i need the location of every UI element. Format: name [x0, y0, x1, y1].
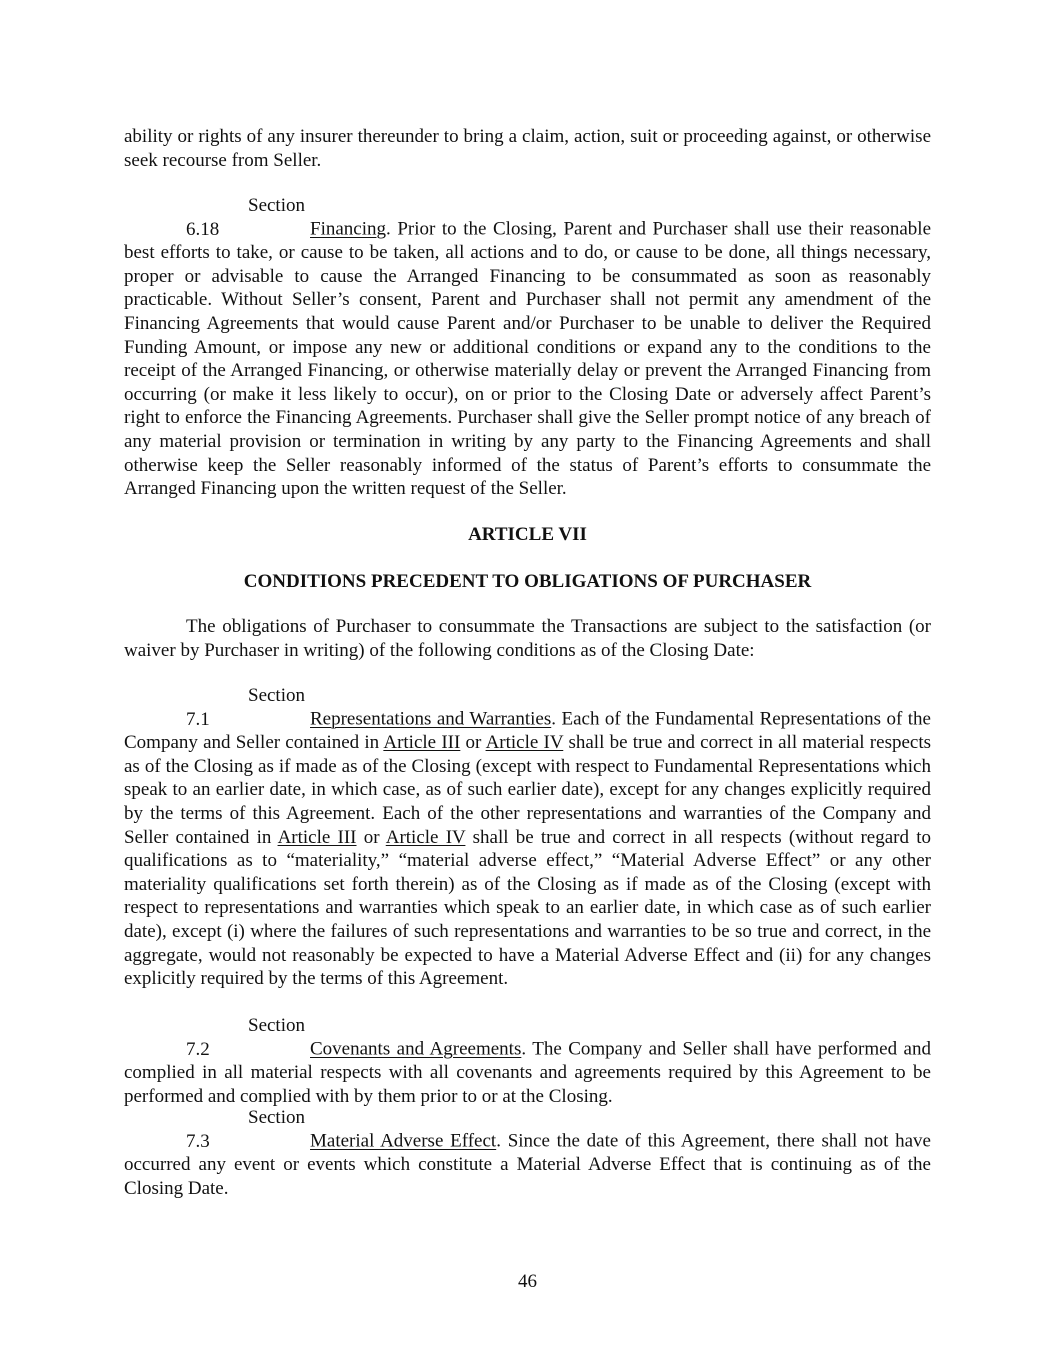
section-7-1-text-4: or	[356, 826, 386, 848]
page-number: 46	[518, 1271, 537, 1292]
section-6-18-body: . Prior to the Closing, Parent and Purchaser shall use their reasonable best efforts to take, or cause to be taken, all actions and to do, or cause to be done, all things necessary, proper or advisable to cause the Arranged Financing to be consummated as soon as reasonably practicable. Without Seller’s consent, Parent and Purchaser shall not permit any amendment of the Financing Agreements that would cause Parent and/or Purchaser to be unable to deliver the Required Funding Amount, or impose any new or additional conditions or expand any to the conditions to the receipt of the Arranged Financing, or otherwise materially delay or prevent the Arranged Financing from occurring (or make it less likely to occur), on or prior to the Closing Date or adversely affect Parent’s right to enforce the Financing Agreements. Purchaser shall give the Seller prompt notice of any breach of any material provision or termination in writing by any party to the Financing Agreements and shall otherwise keep the Seller reasonably informed of the status of Parent’s efforts to consummate the Arranged Financing upon the written request of the Seller.	[124, 218, 931, 500]
section-6-18-title: Financing	[310, 218, 386, 240]
section-7-1-number: Section 7.1	[186, 685, 305, 730]
section-7-1-text-1: . Each of the Fundamental Representations of the Company and Seller contained in	[124, 708, 931, 754]
section-7-3-title: Material Adverse Effect	[310, 1130, 497, 1152]
section-7-1-paragraph	[124, 684, 931, 991]
section-7-1-text-3: shall be true and correct in all material respects as of the Closing as if made as of the Closing (except with respect to Fundamental Representations which speak to an earlier date, in which case, as of such earlier date), except for any changes explicitly required by the terms of this Agreement. Each of the other representations and warranties of the Company and Seller contained in	[124, 732, 932, 848]
article-title: CONDITIONS PRECEDENT TO OBLIGATIONS OF PURCHASER	[243, 571, 812, 592]
section-6-18-paragraph	[124, 194, 931, 501]
article-number: ARTICLE VII	[468, 524, 587, 545]
section-7-1-ref-article-iv-2: Article IV	[385, 826, 466, 848]
section-7-1-ref-article-iii-2: Article III	[277, 826, 357, 848]
section-7-1-ref-article-iv: Article IV	[485, 732, 564, 754]
section-7-1-ref-article-iii: Article III	[383, 732, 461, 754]
section-7-2-paragraph	[124, 1014, 931, 1108]
continuation-paragraph: ability or rights of any insurer thereunder to bring a claim, action, suit or proceeding against, or otherwise seek recourse from Seller.	[124, 126, 931, 171]
section-7-1-text-2: or	[460, 732, 486, 754]
section-7-1-text-5: shall be true and correct in all respects (without regard to qualifications as to “materiality,” “material adverse effect,” “Material Adverse Effect” or any other materiality qualifications set forth therein) as of the Closing as if made as of the Closing (except with respect to representations and warranties which speak to an earlier date, in which case as of such earlier date), except (i) where the failures of such representations and warranties to be so true and correct, in the aggregate, would not reasonably be expected to have a Material Adverse Effect and (ii) for any changes explicitly required by the terms of this Agreement.	[124, 826, 931, 990]
section-7-2-body: . The Company and Seller shall have performed and complied in all material respects with all covenants and agreements required by this Agreement to be performed and complied with by them prior to or at the Closing.	[124, 1038, 931, 1107]
section-7-3-body: . Since the date of this Agreement, there shall not have occurred any event or events which constitute a Material Adverse Effect that is continuing as of the Closing Date.	[124, 1130, 931, 1199]
intro-paragraph: The obligations of Purchaser to consummate the Transactions are subject to the satisfaction (or waiver by Purchaser in writing) of the following conditions as of the Closing Date:	[124, 616, 931, 661]
section-7-2-number: Section 7.2	[186, 1015, 305, 1060]
section-7-1-title: Representations and Warranties	[310, 708, 552, 730]
section-7-2-title: Covenants and Agreements	[310, 1038, 522, 1060]
section-7-3-number: Section 7.3	[186, 1107, 305, 1152]
section-7-3-paragraph	[124, 1106, 931, 1200]
section-6-18-number: Section 6.18	[186, 195, 305, 240]
